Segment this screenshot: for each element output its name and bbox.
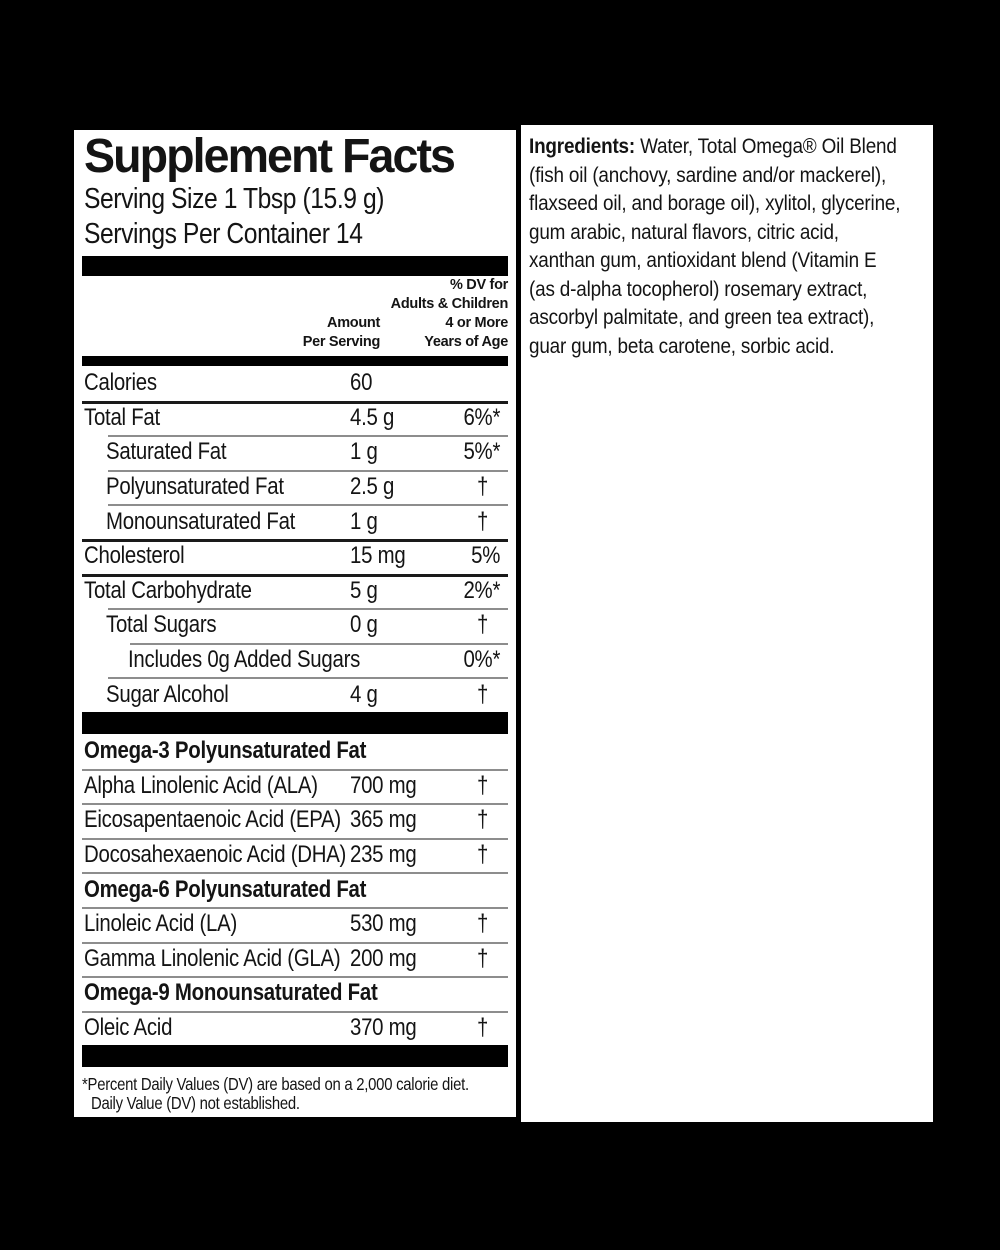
- facts-title-text: Supplement Facts: [84, 130, 454, 183]
- row-ala: Alpha Linolenic Acid (ALA) 700 mg †: [82, 769, 508, 804]
- ingredients-line: (fish oil (anchovy, sardine and/or mackerel),: [529, 163, 887, 187]
- row-header-omega-3: Omega-3 Polyunsaturated Fat: [84, 737, 367, 765]
- row-total-sugars: Total Sugars 0 g †: [82, 608, 508, 643]
- separator-bar-omega: [82, 712, 508, 734]
- supplement-facts-box: [69, 125, 521, 1122]
- ingredients-line: guar gum, beta carotene, sorbic acid.: [529, 334, 835, 358]
- ingredients-section: [521, 125, 942, 1122]
- row-sugar-alcohol: Sugar Alcohol 4 g †: [82, 677, 508, 712]
- column-headers: [82, 276, 508, 356]
- row-linoleic-acid: Linoleic Acid (LA) 530 mg †: [82, 907, 508, 942]
- ingredients-line: gum arabic, natural flavors, citric acid,: [529, 220, 839, 244]
- ingredients-label: Ingredients:: [529, 135, 636, 158]
- row-polyunsaturated-fat: Polyunsaturated Fat 2.5 g †: [82, 470, 508, 505]
- row-gla: Gamma Linolenic Acid (GLA) 200 mg †: [82, 942, 508, 977]
- footnote-line-1: *Percent Daily Values (DV) are based on a 2,000 calorie diet.: [82, 1074, 469, 1095]
- row-header-omega-9: Omega-9 Monounsaturated Fat: [82, 976, 508, 1011]
- column-header-dv: % DV for Adults & Children 4 or More Years of Age: [390, 277, 508, 350]
- footnote: [82, 1075, 508, 1113]
- separator-bar-top: [82, 256, 508, 276]
- ingredients-line: (as d-alpha tocopherol) rosemary extract,: [529, 277, 868, 301]
- row-cholesterol: Cholesterol 15 mg 5%: [82, 539, 508, 574]
- row-dha: Docosahexaenoic Acid (DHA) 235 mg †: [82, 838, 508, 873]
- serving-size-line: Serving Size 1 Tbsp (15.9 g): [84, 183, 385, 215]
- separator-bar-bottom: [82, 1045, 508, 1067]
- row-total-fat: Total Fat 4.5 g 6%*: [82, 401, 508, 436]
- row-monounsaturated-fat: Monounsaturated Fat 1 g †: [82, 504, 508, 539]
- facts-title: [84, 132, 508, 182]
- supplement-label-panel: [69, 125, 933, 1122]
- separator-bar-header: [82, 356, 508, 366]
- ingredients-line: ascorbyl palmitate, and green tea extract),: [529, 306, 875, 329]
- column-header-amount: Amount Per Serving: [302, 315, 380, 350]
- row-epa: Eicosapentaenoic Acid (EPA) 365 mg †: [82, 803, 508, 838]
- row-header-omega-6: Omega-6 Polyunsaturated Fat: [82, 872, 508, 907]
- ingredients-line: Ingredients: Water, Total Omega® Oil Blend: [529, 135, 897, 158]
- row-calories: Calories 60: [84, 369, 373, 397]
- ingredients-line: xanthan gum, antioxidant blend (Vitamin E: [529, 249, 877, 272]
- row-oleic-acid: Oleic Acid 370 mg †: [82, 1011, 508, 1046]
- row-total-carbohydrate: Total Carbohydrate 5 g 2%*: [82, 574, 508, 609]
- footnote-line-2: Daily Value (DV) not established.: [91, 1093, 300, 1114]
- servings-per-container-line: Servings Per Container 14: [84, 218, 363, 250]
- row-saturated-fat: Saturated Fat 1 g 5%*: [82, 435, 508, 470]
- row-added-sugars: Includes 0g Added Sugars 0%*: [82, 643, 508, 678]
- ingredients-line: flaxseed oil, and borage oil), xylitol, glycerine,: [529, 192, 901, 215]
